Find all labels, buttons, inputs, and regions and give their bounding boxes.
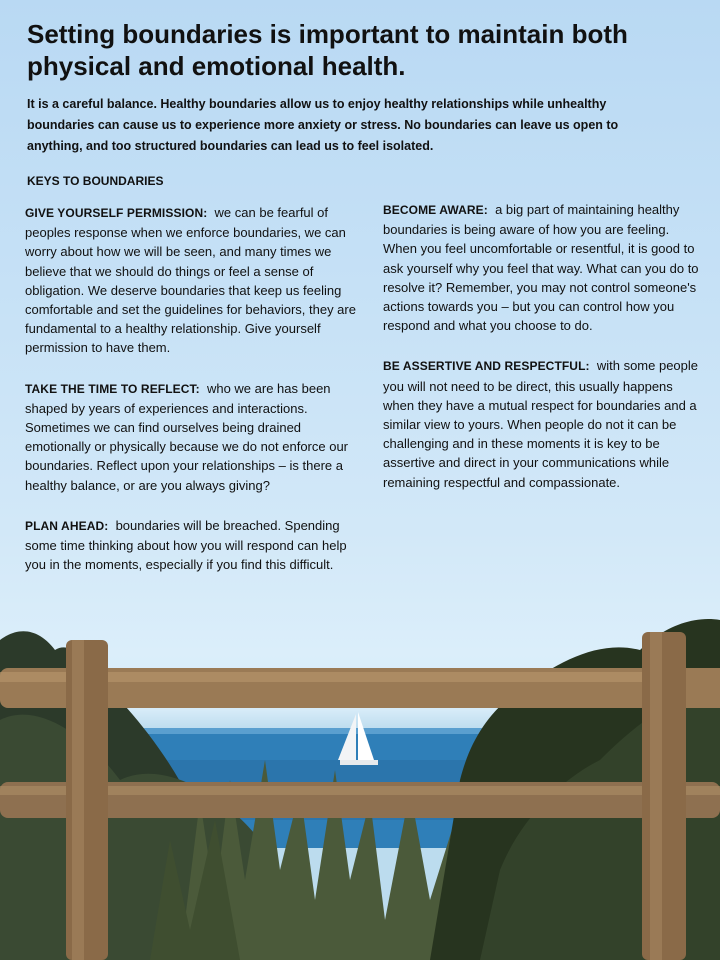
section-body: who we are has been shaped by years of experiences and interactions. Sometimes we can find ourselves being drained emotionally or physically because we do not enforce our boundaries. Reflect upon your relationships – is there a healthy balance, or are you always giving? (25, 380, 349, 493)
section-heading: BE ASSERTIVE AND RESPECTFUL: (383, 359, 590, 374)
section-heading: GIVE YOURSELF PERMISSION: (25, 206, 208, 220)
section-heading: BECOME AWARE: (383, 203, 488, 217)
section-body: with some people you will not need to be direct, this usually happens when they have a mutual respect for boundaries and a similar view to yours. When people do not it can be challenging and in these moments it is key to be assertive and direct in your communications while remaining respectful and compassionate. (383, 358, 699, 490)
section-give-permission (25, 203, 365, 358)
section-plan-ahead (25, 516, 365, 575)
section-become-aware (383, 200, 703, 335)
left-column (25, 203, 365, 595)
page-title: Setting boundaries is important to maintain both physical and emotional health. (27, 19, 628, 81)
section-body: we can be fearful of peoples response when we enforce boundaries, we can worry about how we will be seen, and many times we believe that we should do things or feel a sense of obligation. We deserve boundaries that keep us feeling comfortable and set the guidelines for behaviors, they are fundamental to a healthy relationship. Give yourself permission to have them. (25, 205, 356, 356)
keys-heading: KEYS TO BOUNDARIES (27, 174, 164, 188)
section-body: boundaries will be breached. Spending some time thinking about how you will respond can help you in the moments, especially if you find this difficult. (25, 517, 347, 573)
fence-post-right (642, 632, 686, 960)
intro-paragraph: It is a careful balance. Healthy boundaries allow us to enjoy healthy relationships while unhealthy boundaries can cause us to experience more anxiety or stress. No boundaries can leave us open to anything, and too structured boundaries can lead us to feel isolated. (27, 97, 619, 153)
section-heading: TAKE THE TIME TO REFLECT: (25, 381, 200, 396)
section-body: a big part of maintaining healthy boundaries is being aware of how you are feeling. When you feel uncomfortable or resentful, it is good to ask yourself why you feel that way. What can you do to resolve it? Remember, you may not control someone's actions towards you – but you can control how you respond and what you choose to do. (383, 202, 699, 334)
section-reflect (25, 379, 365, 495)
right-column (383, 200, 703, 513)
section-heading: PLAN AHEAD: (25, 518, 109, 533)
section-assertive (383, 356, 703, 491)
